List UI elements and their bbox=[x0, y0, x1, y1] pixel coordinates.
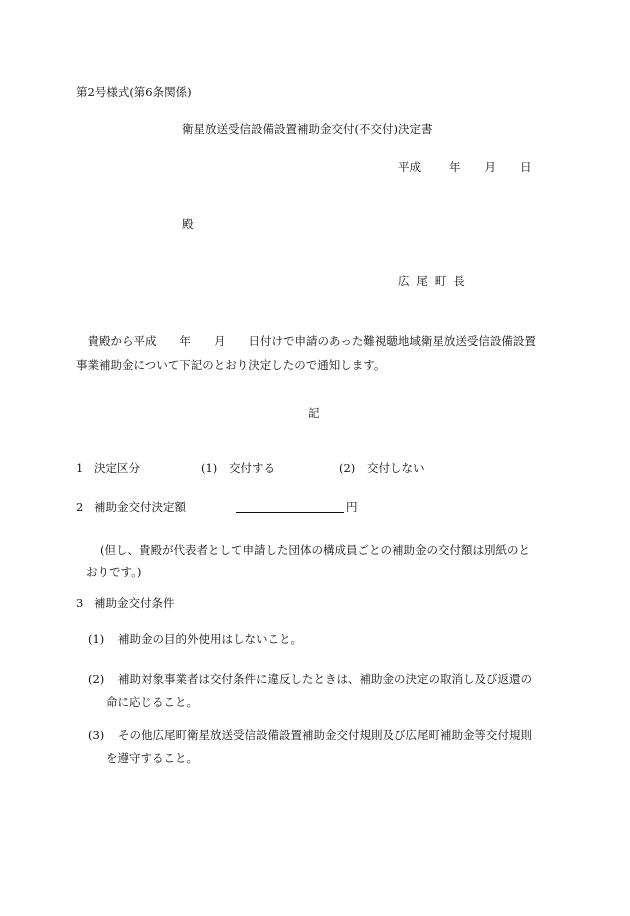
item3-label: 補助金交付条件 bbox=[94, 596, 175, 610]
date-line bbox=[398, 162, 532, 174]
condition-3-number: (3) bbox=[88, 728, 105, 742]
sender: 広尾町長 bbox=[398, 274, 472, 288]
notice-body-line1: 貴殿から平成 年 月 日付けで申請のあった難視聴地域衛星放送受信設備設置 bbox=[87, 334, 536, 348]
date-year: 年 bbox=[449, 160, 461, 174]
item-grant-amount bbox=[76, 501, 358, 513]
addressee: 殿 bbox=[182, 217, 194, 231]
item2-number: 2 bbox=[76, 499, 84, 514]
amount-blank-line bbox=[236, 501, 344, 513]
option1-number: (1) bbox=[201, 461, 218, 475]
condition-1 bbox=[88, 628, 558, 651]
grant-note-line2: おりです。) bbox=[86, 565, 142, 579]
condition-1-number: (1) bbox=[88, 632, 105, 646]
condition-2 bbox=[88, 668, 558, 714]
item2-label: 補助金交付決定額 bbox=[94, 499, 186, 514]
condition-2-line2: 命に応じること。 bbox=[106, 695, 198, 709]
condition-3-line2: を遵守すること。 bbox=[106, 751, 198, 765]
item-decision-type bbox=[76, 463, 425, 475]
option2-text: 交付しない bbox=[367, 461, 425, 475]
item-conditions-heading bbox=[76, 598, 175, 610]
condition-1-line1: 補助金の目的外使用はしないこと。 bbox=[118, 632, 302, 646]
grant-note-line1: (但し、貴殿が代表者として申請した団体の構成員ごとの補助金の交付額は別紙のと bbox=[100, 543, 530, 557]
item1-number: 1 bbox=[76, 461, 84, 475]
option2-number: (2) bbox=[339, 461, 356, 475]
notice-body-line2: 事業補助金について下記のとおり決定したので通知します。 bbox=[76, 358, 386, 372]
condition-3 bbox=[88, 724, 558, 770]
date-day: 日 bbox=[520, 160, 532, 174]
grant-note bbox=[76, 539, 566, 583]
ki-heading: 記 bbox=[308, 406, 320, 420]
date-era: 平成 bbox=[398, 160, 421, 174]
item3-number: 3 bbox=[76, 596, 84, 610]
document-title: 衛星放送受信設備設置補助金交付(不交付)決定書 bbox=[182, 122, 433, 136]
condition-2-number: (2) bbox=[88, 672, 105, 686]
condition-3-line1: その他広尾町衛星放送受信設備設置補助金交付規則及び広尾町補助金等交付規則 bbox=[118, 728, 532, 742]
item1-label: 決定区分 bbox=[94, 461, 140, 475]
form-number: 第2号様式(第6条関係) bbox=[76, 85, 192, 99]
amount-unit: 円 bbox=[346, 499, 358, 514]
condition-2-line1: 補助対象事業者は交付条件に違反したときは、補助金の決定の取消し及び返還の bbox=[118, 672, 532, 686]
option1-text: 交付する bbox=[229, 461, 275, 475]
date-month: 月 bbox=[484, 160, 496, 174]
notice-body bbox=[76, 329, 566, 377]
